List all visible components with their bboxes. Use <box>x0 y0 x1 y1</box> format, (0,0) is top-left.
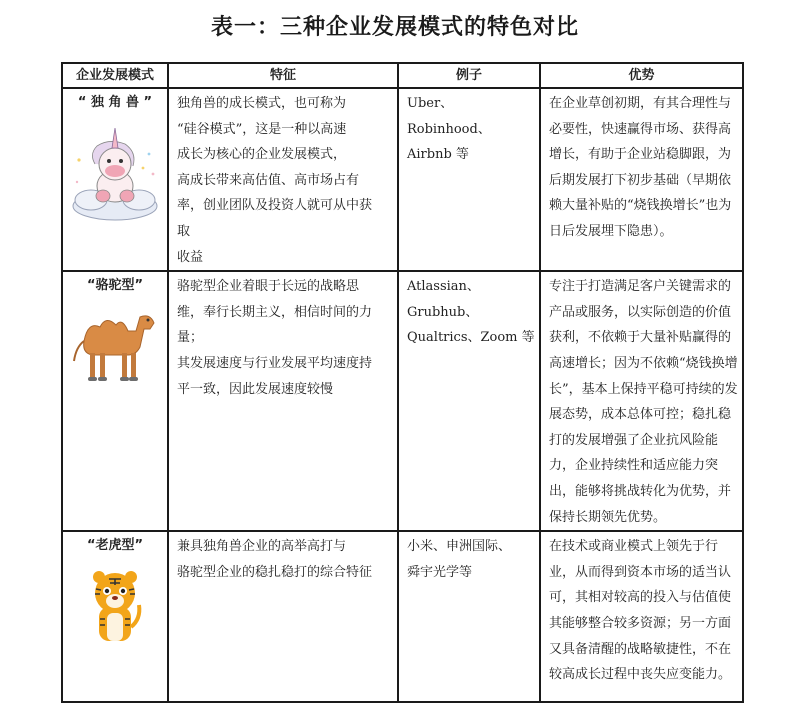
examples-text: Atlassian、 Grubhub、 Qualtrics、Zoom 等 <box>407 279 535 346</box>
tiger-icon <box>85 567 145 647</box>
examples-text: 小米、申洲国际、 舜宇光学等 <box>407 539 512 580</box>
examples-text: Uber、Robinhood、 Airbnb 等 <box>407 96 491 163</box>
feature-text: 骆驼型企业着眼于长远的战略思 维，奉行长期主义，相信时间的力 量； 其发展速度与行业发展平均速度持 平一致，因此发展速度较慢 <box>177 279 373 397</box>
header-advantage: 优势 <box>540 63 743 88</box>
feature-cell <box>168 271 398 531</box>
advantage-cell <box>540 88 743 271</box>
advantage-cell <box>540 531 743 702</box>
table-row-camel <box>62 271 743 531</box>
header-row <box>62 63 743 88</box>
advantage-text: 在技术或商业模式上领先于行业，从而得到资本市场的适当认可，其相对较高的投入与估值使其能够整合较多资源；另一方面又具备清醒的战略敏捷性，不在较高成长过程中丧失应变能力。 <box>549 539 732 683</box>
feature-text: 兼具独角兽企业的高举高打与 骆驼型企业的稳扎稳打的综合特征 <box>177 539 373 580</box>
unicorn-icon <box>69 124 161 224</box>
header-feature: 特征 <box>168 63 398 88</box>
advantage-cell <box>540 271 743 531</box>
examples-cell <box>398 531 540 702</box>
comparison-table <box>61 62 744 703</box>
header-examples: 例子 <box>398 63 540 88</box>
table-row-unicorn <box>62 88 743 271</box>
examples-cell <box>398 88 540 271</box>
advantage-text: 专注于打造满足客户关键需求的产品或服务，以实际创造的价值获利，不依赖于大量补贴赢得的高速增长；因为不依赖“烧钱换增长”，基本上保持平稳可持续的发展态势，成本总体可控；稳扎稳打的发展增强了企业抗风险能力，企业持续性和适应能力突出，能够将挑战转化为优势，并保持长期领先优势。 <box>549 279 738 525</box>
feature-text: 独角兽的成长模式，也可称为 “硅谷模式”，这是一种以高速 成长为核心的企业发展模式， 高成长带来高估值、高市场占有 率，创业团队及投资人就可从中获 取 收益 <box>177 96 373 265</box>
examples-cell <box>398 271 540 531</box>
table-row-tiger <box>62 531 743 702</box>
mode-cell <box>62 88 168 271</box>
feature-cell <box>168 531 398 702</box>
advantage-text: 在企业草创初期，有其合理性与必要性，快速赢得市场、获得高增长，有助于企业站稳脚跟，为后期发展打下初步基础（早期依赖大量补贴的“烧钱换增长”也为日后发展埋下隐患）。 <box>549 96 732 239</box>
mode-name: “老虎型” <box>86 538 144 554</box>
table-title: 表一：三种企业发展模式的特色对比 <box>210 15 579 40</box>
mode-name: “ 独 角 兽 ” <box>77 95 153 110</box>
feature-cell <box>168 88 398 271</box>
mode-cell <box>62 271 168 531</box>
header-mode: 企业发展模式 <box>62 63 168 88</box>
mode-name: “骆驼型” <box>86 278 144 294</box>
camel-icon <box>70 307 160 383</box>
mode-cell <box>62 531 168 702</box>
